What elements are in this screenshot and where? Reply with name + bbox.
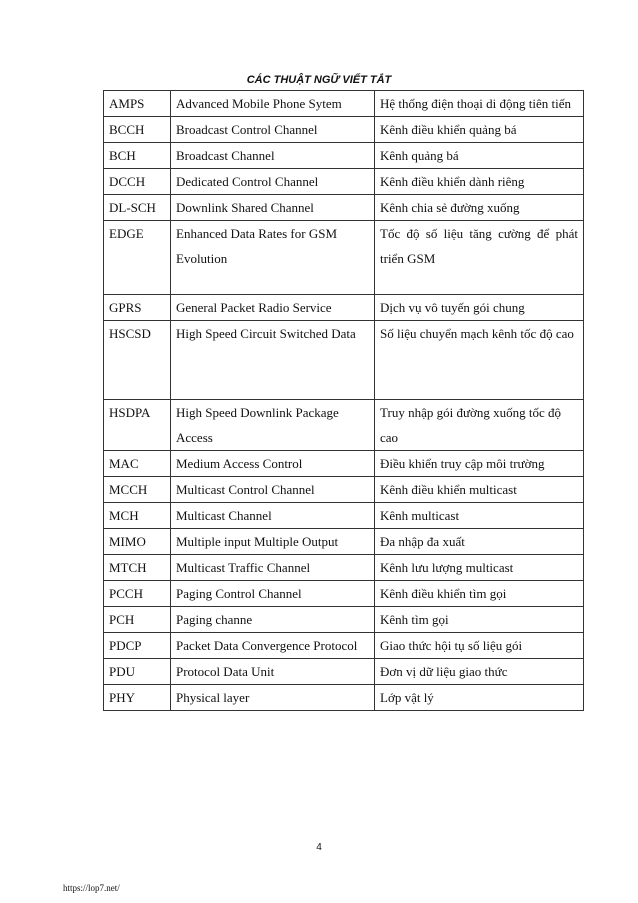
vietnamese-term-cell: Số liệu chuyển mạch kênh tốc độ cao [375,321,584,400]
abbreviation-cell: MTCH [104,555,171,581]
english-term-cell: Multiple input Multiple Output [171,529,375,555]
table-row [104,503,584,529]
abbreviation-cell: PHY [104,685,171,711]
table-row [104,659,584,685]
english-term-cell: Paging channe [171,607,375,633]
table-row [104,195,584,221]
vietnamese-term-cell: Truy nhập gói đường xuống tốc độ cao [375,400,584,451]
english-term-cell: Multicast Control Channel [171,477,375,503]
table-row [104,117,584,143]
vietnamese-term-cell: Đơn vị dữ liệu giao thức [375,659,584,685]
english-term-cell: Packet Data Convergence Protocol [171,633,375,659]
english-term-cell: Paging Control Channel [171,581,375,607]
english-term-cell: High Speed Circuit Switched Data [171,321,375,400]
vietnamese-term-cell: Lớp vật lý [375,685,584,711]
vietnamese-term-cell: Giao thức hội tụ số liệu gói [375,633,584,659]
english-term-cell: Physical layer [171,685,375,711]
abbreviation-cell: GPRS [104,295,171,321]
abbreviation-cell: HSCSD [104,321,171,400]
table-row [104,451,584,477]
table-row [104,477,584,503]
abbreviation-table [103,90,584,711]
abbreviation-cell: PCCH [104,581,171,607]
english-term-cell: Broadcast Channel [171,143,375,169]
english-term-cell: Medium Access Control [171,451,375,477]
vietnamese-term-cell: Kênh quảng bá [375,143,584,169]
table-row [104,295,584,321]
vietnamese-term-cell: Kênh điều khiển tìm gọi [375,581,584,607]
vietnamese-term-cell: Dịch vụ vô tuyến gói chung [375,295,584,321]
table-row [104,529,584,555]
abbreviation-cell: PCH [104,607,171,633]
english-term-cell: Downlink Shared Channel [171,195,375,221]
vietnamese-term-cell: Kênh chia sẻ đường xuống [375,195,584,221]
abbreviation-cell: HSDPA [104,400,171,451]
footer-url: https://lop7.net/ [63,883,120,893]
abbreviation-cell: AMPS [104,91,171,117]
english-term-cell: Advanced Mobile Phone Sytem [171,91,375,117]
english-term-cell: Dedicated Control Channel [171,169,375,195]
vietnamese-term-cell: Hệ thống điện thoại di động tiên tiến [375,91,584,117]
table-row [104,169,584,195]
vietnamese-term-cell: Điều khiển truy cập môi trường [375,451,584,477]
abbreviation-cell: DCCH [104,169,171,195]
table-row [104,400,584,451]
page-number: 4 [316,842,322,853]
vietnamese-term-cell: Đa nhập đa xuất [375,529,584,555]
abbreviation-cell: MAC [104,451,171,477]
english-term-cell: Protocol Data Unit [171,659,375,685]
abbreviation-cell: MIMO [104,529,171,555]
abbreviation-cell: PDU [104,659,171,685]
english-term-cell: Broadcast Control Channel [171,117,375,143]
table-row [104,555,584,581]
vietnamese-term-cell: Kênh lưu lượng multicast [375,555,584,581]
abbreviation-cell: EDGE [104,221,171,295]
table-row [104,321,584,400]
vietnamese-term-cell: Kênh multicast [375,503,584,529]
vietnamese-term-cell: Kênh tìm gọi [375,607,584,633]
vietnamese-term-cell: Tốc độ số liệu tăng cường để phát triển GSM [375,221,584,295]
table-row [104,633,584,659]
abbreviation-cell: DL-SCH [104,195,171,221]
table-row [104,91,584,117]
table-row [104,143,584,169]
table-row [104,221,584,295]
english-term-cell: Multicast Traffic Channel [171,555,375,581]
table-row [104,581,584,607]
vietnamese-term-cell: Kênh điều khiển multicast [375,477,584,503]
abbreviation-cell: PDCP [104,633,171,659]
abbreviation-cell: MCCH [104,477,171,503]
table-row [104,685,584,711]
table-row [104,607,584,633]
abbreviation-cell: BCCH [104,117,171,143]
page-title: CÁC THUẬT NGỮ VIẾT TẮT [246,74,392,86]
vietnamese-term-cell: Kênh điều khiển dành riêng [375,169,584,195]
english-term-cell: Multicast Channel [171,503,375,529]
english-term-cell: Enhanced Data Rates for GSM Evolution [171,221,375,295]
vietnamese-term-cell: Kênh điều khiển quảng bá [375,117,584,143]
abbreviation-cell: BCH [104,143,171,169]
english-term-cell: General Packet Radio Service [171,295,375,321]
english-term-cell: High Speed Downlink Package Access [171,400,375,451]
abbreviation-cell: MCH [104,503,171,529]
